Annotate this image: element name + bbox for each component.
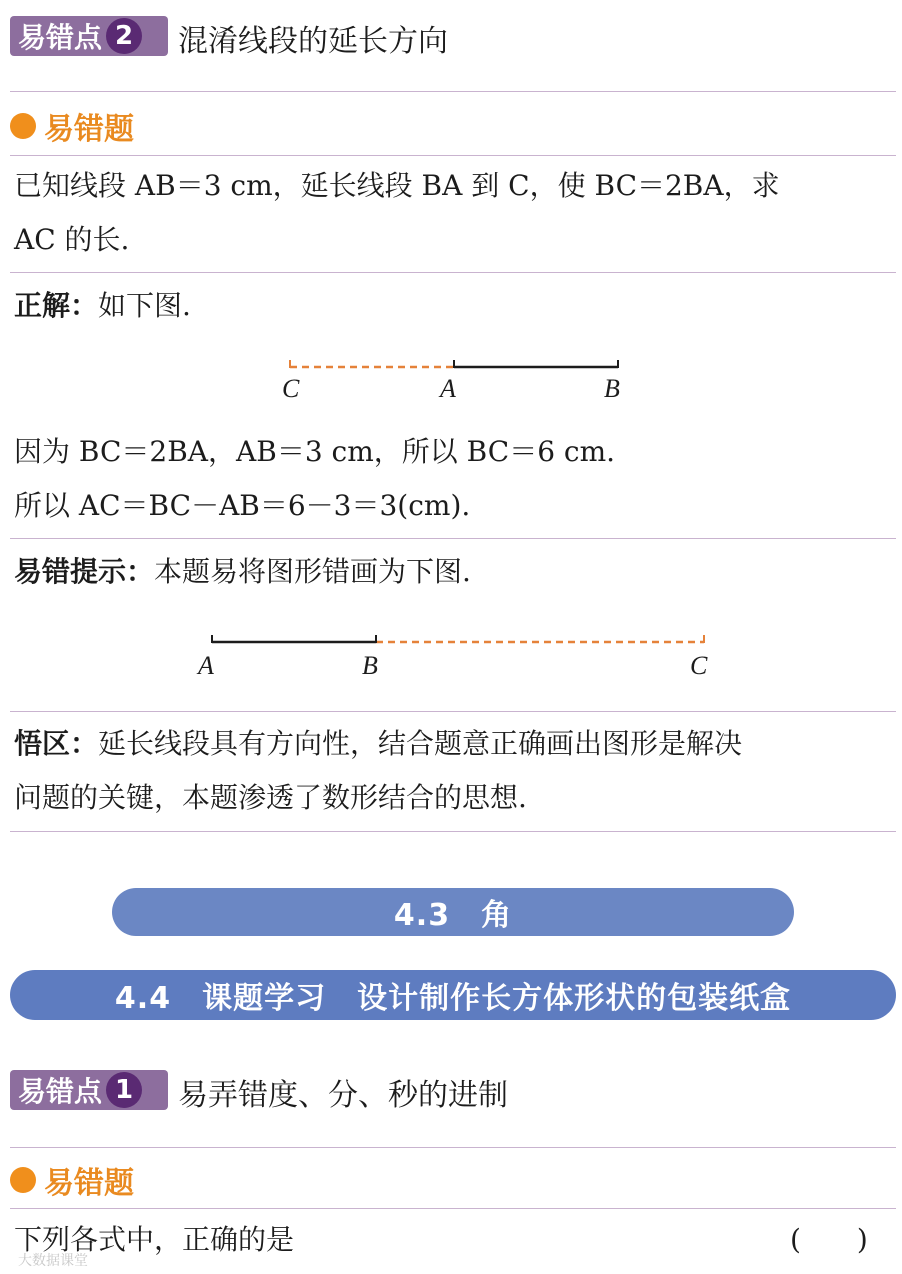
section-banner-4-3: 4.3 角 [112, 888, 794, 936]
watermark: 大数据课堂 [18, 1253, 88, 1269]
solution-label: 正解： [14, 289, 99, 322]
divider [10, 272, 896, 273]
figure-incorrect [190, 626, 730, 686]
solution [14, 280, 191, 332]
category-text: 易错题 [44, 112, 134, 147]
divider [10, 1208, 896, 1209]
calc-line-2: 所以 AC＝BC－AB＝6－3＝3(cm). [14, 489, 471, 522]
insight-line-2: 问题的关键，本题渗透了数形结合的思想. [14, 781, 527, 814]
point-label-b: B [362, 651, 378, 680]
insight-label: 悟区： [14, 727, 99, 760]
error-point-tag [10, 1070, 168, 1110]
bullet-dot-icon [10, 113, 36, 139]
error-point-number: 1 [106, 1072, 142, 1108]
category-label [10, 1158, 134, 1202]
answer-bracket: ( ) [790, 1223, 868, 1256]
problem-line-1: 已知线段 AB＝3 cm，延长线段 BA 到 C，使 BC＝2BA，求 [14, 169, 780, 202]
insight-line-1 [14, 718, 742, 770]
divider [10, 831, 896, 832]
hint-label: 易错提示： [14, 555, 155, 588]
error-point-tag-label: 易错点 [18, 21, 103, 54]
solution-text: 如下图. [98, 289, 191, 322]
divider [10, 155, 896, 156]
point-label-a: A [440, 374, 456, 403]
error-point-tag-label: 易错点 [18, 1075, 103, 1108]
divider [10, 1147, 896, 1148]
divider [10, 91, 896, 92]
category-text: 易错题 [44, 1166, 134, 1201]
divider [10, 711, 896, 712]
problem-line-2: AC 的长. [14, 223, 130, 256]
error-point-tag [10, 16, 168, 56]
divider [10, 538, 896, 539]
section-heading: 易弄错度、分、秒的进制 [178, 1078, 508, 1113]
insight-text-1: 延长线段具有方向性，结合题意正确画出图形是解决 [98, 727, 743, 760]
category-label [10, 104, 134, 148]
figure-correct [270, 350, 650, 410]
hint-text: 本题易将图形错画为下图. [154, 555, 471, 588]
calc-line-1: 因为 BC＝2BA，AB＝3 cm，所以 BC＝6 cm. [14, 435, 616, 468]
point-label-a: A [198, 651, 214, 680]
bullet-dot-icon [10, 1167, 36, 1193]
point-label-b: B [604, 374, 620, 403]
point-label-c: C [690, 651, 708, 680]
section-heading: 混淆线段的延长方向 [178, 24, 448, 59]
error-point-number: 2 [106, 18, 142, 54]
section-banner-4-4: 4.4 课题学习 设计制作长方体形状的包装纸盒 [10, 970, 896, 1020]
question-text: 下列各式中，正确的是 [14, 1223, 295, 1256]
point-label-c: C [282, 374, 300, 403]
error-hint [14, 546, 471, 598]
